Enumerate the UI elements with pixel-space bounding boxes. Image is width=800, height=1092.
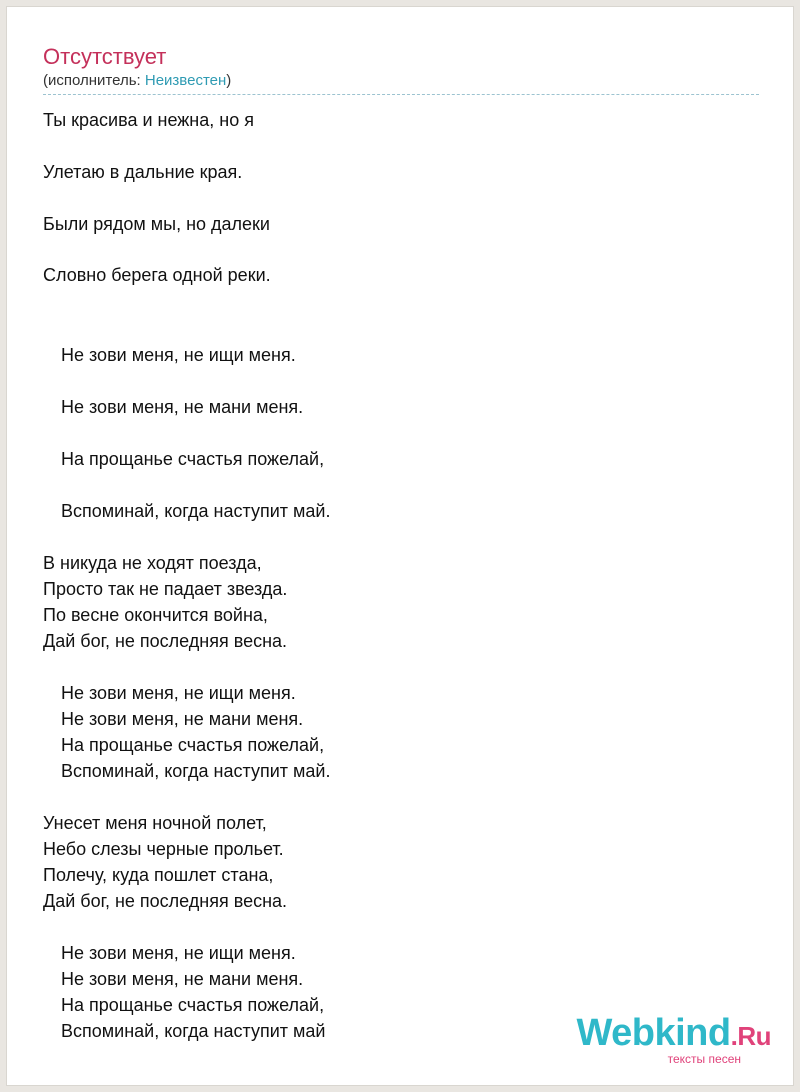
lyric-line: Были рядом мы, но далеки [43, 214, 270, 234]
lyric-line: Не зови меня, не мани меня. [61, 397, 304, 417]
lyric-line: В никуда не ходят поезда, [43, 553, 262, 573]
logo-domain: .Ru [730, 1021, 771, 1051]
lyric-line: Не зови меня, не ищи меня. [61, 943, 296, 963]
lyric-line: Не зови меня, не ищи меня. [61, 683, 296, 703]
lyric-line: По весне окончится война, [43, 605, 268, 625]
lyric-line: Улетаю в дальние края. [43, 162, 243, 182]
logo-main-text: Webkind [576, 1012, 731, 1054]
song-header [43, 43, 759, 95]
site-logo[interactable] [576, 1014, 771, 1065]
lyric-line: На прощанье счастья пожелай, [61, 735, 325, 755]
lyrics-page [6, 6, 794, 1086]
song-title: Отсутствует [43, 44, 167, 69]
lyric-line: Полечу, куда пошлет стана, [43, 865, 274, 885]
lyric-line: Не зови меня, не мани меня. [61, 709, 304, 729]
lyric-line: Не зови меня, не мани меня. [61, 969, 304, 989]
lyric-line: Вспоминай, когда наступит май. [61, 761, 331, 781]
lyric-line: Дай бог, не последняя весна. [43, 631, 288, 651]
artist-link[interactable]: Неизвестен [144, 72, 227, 89]
lyric-line: Словно берега одной реки. [43, 265, 271, 285]
lyric-line: Вспоминай, когда наступит май [61, 1021, 326, 1041]
lyric-line: На прощанье счастья пожелай, [61, 995, 325, 1015]
logo-wordmark [576, 1014, 771, 1055]
logo-tagline: тексты песен [667, 1052, 741, 1066]
lyric-line: Унесет меня ночной полет, [43, 813, 267, 833]
artist-prefix: (исполнитель: [43, 72, 145, 89]
lyric-line: Дай бог, не последняя весна. [43, 891, 288, 911]
lyric-line: Не зови меня, не ищи меня. [61, 345, 296, 365]
artist-line [43, 71, 759, 95]
artist-suffix: ) [226, 72, 232, 89]
lyric-line: На прощанье счастья пожелай, [61, 449, 325, 469]
lyric-line: Вспоминай, когда наступит май. [61, 501, 331, 521]
lyric-line: Просто так не падает звезда. [43, 579, 288, 599]
lyric-line: Ты красива и нежна, но я [43, 110, 254, 130]
lyric-line: Небо слезы черные прольет. [43, 839, 284, 859]
